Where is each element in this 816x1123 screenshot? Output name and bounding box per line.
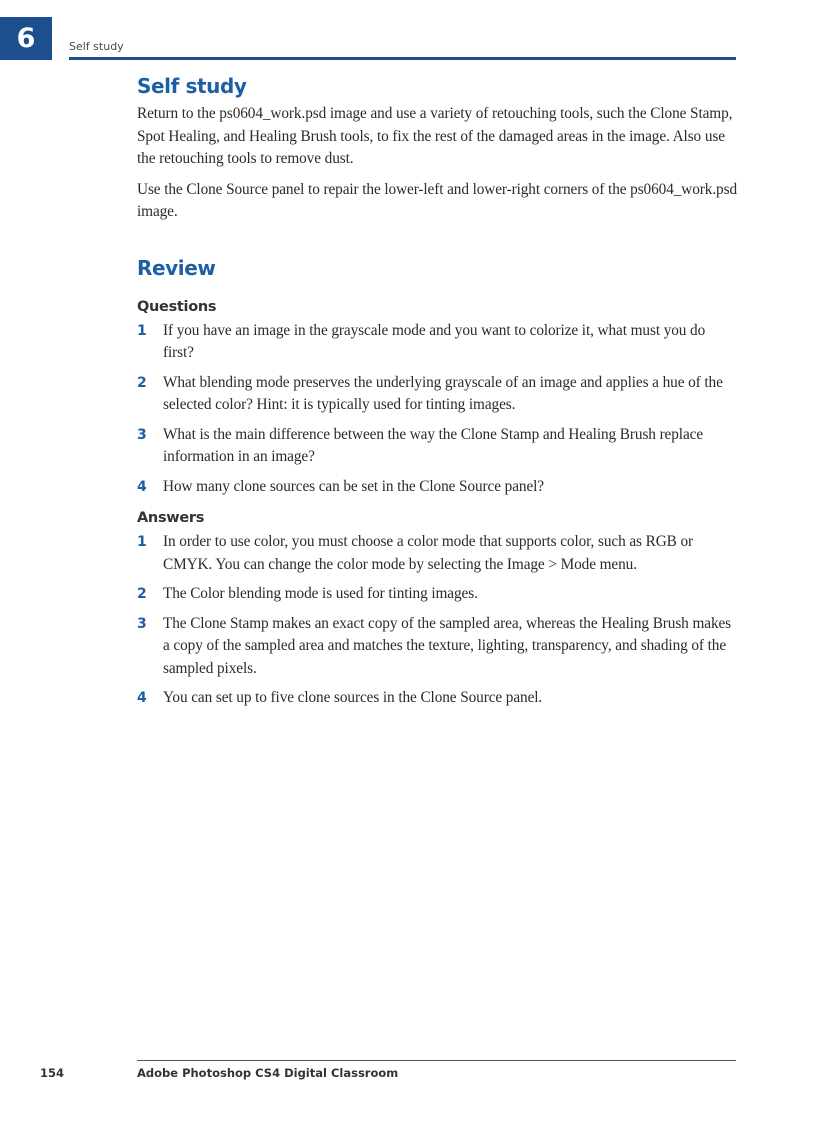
- question-item: [137, 476, 737, 499]
- answer-number: 4: [137, 690, 147, 706]
- self-study-paragraph-1: Return to the ps0604_work.psd image and use a variety of retouching tools, such the Clone Stamp, Spot Healing, and Healing Brush tools, to fix the rest of the damaged areas in the image. Also use the retouching tools to remove dust.: [137, 105, 733, 167]
- self-study-title: Self study: [137, 74, 247, 98]
- answer-text: The Color blending mode is used for tinting images.: [163, 585, 478, 602]
- page-number: 154: [40, 1066, 65, 1080]
- answers-title: Answers: [137, 510, 205, 526]
- answer-number: 3: [137, 615, 147, 632]
- questions-list: [137, 320, 737, 499]
- question-item: [137, 320, 737, 365]
- question-item: [137, 424, 737, 469]
- answer-number: 2: [137, 586, 147, 602]
- footer-rule: [137, 1060, 736, 1061]
- question-text: What is the main difference between the way the Clone Stamp and Healing Brush replace information in an image?: [163, 425, 704, 465]
- questions-title: Questions: [137, 298, 217, 315]
- answer-item: [137, 687, 737, 710]
- question-item: [137, 372, 737, 417]
- answer-item: [137, 583, 737, 606]
- question-text: What blending mode preserves the underlying grayscale of an image and applies a hue of the selected color? Hint: it is typically used for tinting images.: [163, 373, 723, 413]
- answer-number: 1: [137, 534, 147, 550]
- question-text: If you have an image in the grayscale mode and you want to colorize it, what must you do first?: [163, 321, 706, 361]
- answer-item: [137, 531, 737, 576]
- self-study-paragraph-2: Use the Clone Source panel to repair the lower-left and lower-right corners of the ps0604_work.psd image.: [137, 180, 738, 220]
- answer-text: You can set up to five clone sources in the Clone Source panel.: [163, 689, 543, 706]
- question-number: 1: [137, 322, 147, 339]
- book-title: Adobe Photoshop CS4 Digital Classroom: [137, 1066, 399, 1080]
- answers-list: [137, 531, 737, 710]
- running-head: Self study: [69, 40, 124, 53]
- chapter-number-tab: 6: [0, 17, 52, 60]
- answer-text: The Clone Stamp makes an exact copy of the sampled area, whereas the Healing Brush makes a copy of the sampled area and matches the texture, lighting, transparency, and shading of the sampled pixels.: [163, 614, 732, 677]
- question-number: 4: [137, 478, 147, 495]
- header-rule: [69, 57, 736, 60]
- answer-item: [137, 613, 737, 681]
- answer-text: In order to use color, you must choose a color mode that supports color, such as RGB or CMYK. You can change the color mode by selecting the Image > Mode menu.: [163, 533, 694, 573]
- question-number: 3: [137, 426, 147, 443]
- review-title: Review: [137, 255, 216, 280]
- question-number: 2: [137, 374, 147, 391]
- question-text: How many clone sources can be set in the Clone Source panel?: [163, 477, 544, 495]
- page-content: [137, 72, 737, 717]
